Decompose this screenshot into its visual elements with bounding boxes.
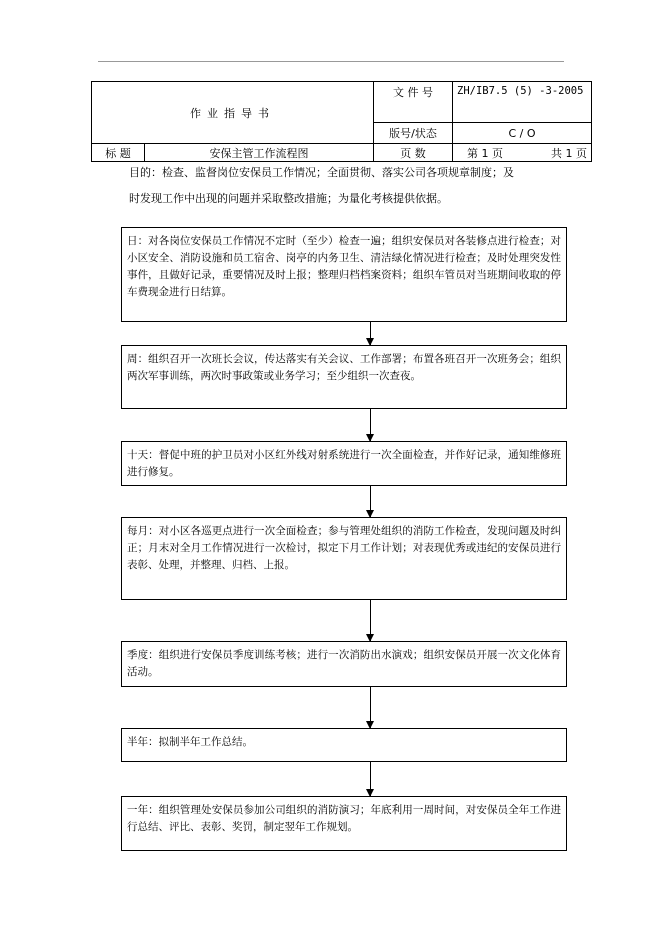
flow-step-half-year: 半年：拟制半年工作总结。 [121,728,567,762]
flow-arrow-2 [370,409,371,441]
flow-step-yearly: 一年：组织管理处安保员参加公司组织的消防演习；年底利用一周时间，对安保员全年工作进行总结、评比、表彰、奖罚，制定翌年工作规划。 [121,796,567,851]
flow-arrow-5 [370,687,371,728]
flow-step-weekly: 周：组织召开一次班长会议，传达落实有关会议、工作部署；布置各班召开一次班务会；组织两次军事训练，两次时事政策或业务学习；至少组织一次查夜。 [121,345,567,409]
page-total: 共 1 页 [551,146,587,160]
file-number-label: 文 件 号 [374,82,453,123]
page-current: 第 1 页 [467,146,503,160]
flow-arrow-3 [370,486,371,517]
version-value: C / O [453,123,592,144]
purpose-line-2: 时发现工作中出现的问题并采取整改措施；为量化考核提供依据。 [129,192,448,205]
subject-value: 安保主管工作流程图 [145,144,374,162]
document-header-table [91,81,592,162]
page-count-value [453,144,592,162]
file-number-value: ZH/IB7.5 (5) -3-2005 [453,82,592,123]
flow-arrow-6 [370,762,371,796]
flow-step-monthly: 每月：对小区各巡更点进行一次全面检查；参与管理处组织的消防工作检查，发现问题及时纠正；月末对全月工作情况进行一次检讨，拟定下月工作计划；对表现优秀或违纪的安保员进行表彰、处理，并整理、归档、上报。 [121,517,567,600]
flow-arrow-1 [370,322,371,345]
page-top-rule [98,61,564,62]
flow-step-quarterly: 季度：组织进行安保员季度训练考核；进行一次消防出水演戏；组织安保员开展一次文化体育活动。 [121,641,567,687]
document-title: 作业指导书 [92,82,374,144]
flow-step-daily: 日：对各岗位安保员工作情况不定时（至少）检查一遍；组织安保员对各装修点进行检查；对小区安全、消防设施和员工宿舍、岗亭的内务卫生、清洁绿化情况进行检查；及时处理突发性事件，且做好记录，重要情况及时上报；整理归档档案资料；组织车管员对当班期间收取的停车费现金进行日结算。 [121,227,567,322]
page-count-label: 页 数 [374,144,453,162]
flow-step-ten-days: 十天：督促中班的护卫员对小区红外线对射系统进行一次全面检查，并作好记录，通知维修班进行修复。 [121,441,567,486]
version-label: 版号/状态 [374,123,453,144]
purpose-line-1: 目的：检查、监督岗位安保员工作情况；全面贯彻、落实公司各项规章制度；及 [129,166,514,179]
flow-arrow-4 [370,600,371,641]
subject-label: 标 题 [92,144,145,162]
